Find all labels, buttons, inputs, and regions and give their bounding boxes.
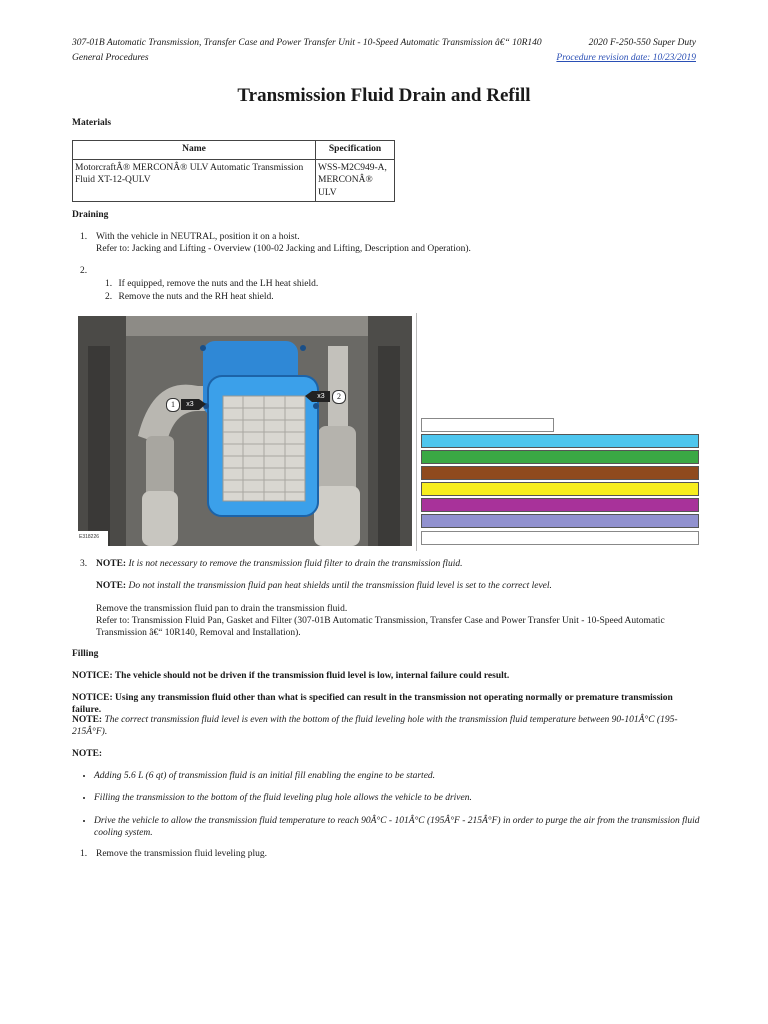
step-number: 1. [80, 849, 88, 859]
step-number: 1. [80, 232, 88, 242]
substep-2 [105, 291, 274, 303]
figure-id: E318226 [79, 534, 100, 540]
table-row [73, 160, 395, 202]
callout-2-arrow-icon [305, 391, 312, 402]
step-number: 2. [80, 266, 88, 276]
notice-fluid-spec: NOTICE: Using any transmission fluid other than what is specified can result in the transmission not operating normally or premature transmission failure. [72, 693, 673, 716]
step-text: Remove the transmission fluid leveling plug. [96, 849, 267, 859]
legend-color-bar-6 [421, 514, 699, 528]
callout-2-marker: 2 [332, 390, 346, 404]
legend-color-bar-3 [421, 466, 699, 480]
note-text: Do not install the transmission fluid pan heat shields until the transmission fluid level is set to the correct level. [128, 581, 552, 592]
materials-table [72, 140, 395, 202]
draining-step-1 [72, 231, 700, 256]
substep-number: 1. [105, 279, 113, 289]
manual-section-title: 307-01B Automatic Transmission, Transfer Case and Power Transfer Unit - 10-Speed Automatic Transmission â€“ 10R140 [72, 38, 542, 48]
vehicle-model: 2020 F-250-550 Super Duty [588, 38, 696, 48]
note-text: The correct transmission fluid level is even with the bottom of the fluid leveling hole with the transmission fluid temperature between 90-101Â°C (195-215Â°F). [72, 715, 678, 738]
document-header-right [556, 36, 696, 66]
fill-notes-list [80, 770, 714, 849]
heat-shield-illustration [78, 316, 412, 546]
step-text: Remove the transmission fluid pan to drain the transmission fluid. [96, 603, 348, 614]
document-header-left [72, 36, 542, 66]
figure-divider [416, 313, 417, 551]
draining-step-3 [72, 558, 700, 640]
procedure-revision-link[interactable]: Procedure revision date: 10/23/2019 [556, 53, 696, 63]
filling-heading: Filling [72, 649, 99, 659]
legend-color-bar-2 [421, 450, 699, 464]
materials-heading: Materials [72, 118, 112, 128]
list-item: • Adding 5.6 L (6 qt) of transmission fluid is an initial fill enabling the engine to be started. [94, 770, 714, 782]
table-header-specification: Specification [316, 141, 395, 160]
legend-footer-box [421, 531, 699, 545]
step-reference: Refer to: Transmission Fluid Pan, Gasket and Filter (307-01B Automatic Transmission, Transfer Case and Power Transfer Unit - 10-Speed Automatic Transmission â€“ 10R140, Removal and Installation). [96, 616, 665, 639]
substep-1 [105, 278, 318, 290]
filling-step-1 [72, 848, 700, 860]
list-item: • Drive the vehicle to allow the transmission fluid temperature to reach 90Â°C - 101Â°C (195Â°F - 215Â°F) in order to purge the air from the transmission fluid cooling system. [94, 815, 714, 840]
note-heat-shields [96, 580, 700, 592]
step-reference: Refer to: Jacking and Lifting - Overview (100-02 Jacking and Lifting, Description and Operation). [96, 244, 471, 255]
note-fluid-level [72, 714, 700, 739]
callout-1-marker: 1 [166, 398, 180, 412]
material-name-cell: MotorcraftÂ® MERCONÂ® ULV Automatic Transmission Fluid XT-12-QULV [73, 160, 316, 202]
callout-1-quantity: x3 [181, 399, 199, 410]
note-label: NOTE: [96, 581, 127, 592]
table-header-row [73, 141, 395, 160]
draining-heading: Draining [72, 210, 109, 220]
callout-1-arrow-icon [199, 399, 206, 410]
note-label: NOTE: [96, 559, 127, 569]
material-spec-cell: WSS-M2C949-A, MERCONÂ® ULV [316, 160, 395, 202]
list-item: • Filling the transmission to the bottom of the fluid leveling plug hole allows the vehicle to be driven. [94, 792, 714, 804]
note-not-necessary [96, 558, 700, 570]
page-title: Transmission Fluid Drain and Refill [237, 85, 531, 106]
callout-2-quantity: x3 [312, 391, 330, 402]
legend-color-bar-1 [421, 434, 699, 448]
note-label: NOTE: [72, 749, 103, 759]
procedure-category: General Procedures [72, 53, 149, 63]
notice-low-fluid: NOTICE: The vehicle should not be driven if the transmission fluid level is low, internal failure could result. [72, 671, 510, 681]
step-text: With the vehicle in NEUTRAL, position it on a hoist. [96, 232, 300, 242]
substep-text: Remove the nuts and the RH heat shield. [118, 292, 274, 302]
substep-text: If equipped, remove the nuts and the LH heat shield. [118, 279, 319, 289]
table-header-name: Name [73, 141, 316, 160]
substep-number: 2. [105, 292, 113, 302]
note-label: NOTE: [72, 715, 103, 725]
legend-header-box [421, 418, 554, 432]
undercarriage-photo [78, 316, 412, 546]
step-number: 3. [80, 559, 88, 569]
legend-color-bar-5 [421, 498, 699, 512]
legend-color-bar-4 [421, 482, 699, 496]
note-text: It is not necessary to remove the transmission fluid filter to drain the transmission fluid. [128, 559, 463, 569]
